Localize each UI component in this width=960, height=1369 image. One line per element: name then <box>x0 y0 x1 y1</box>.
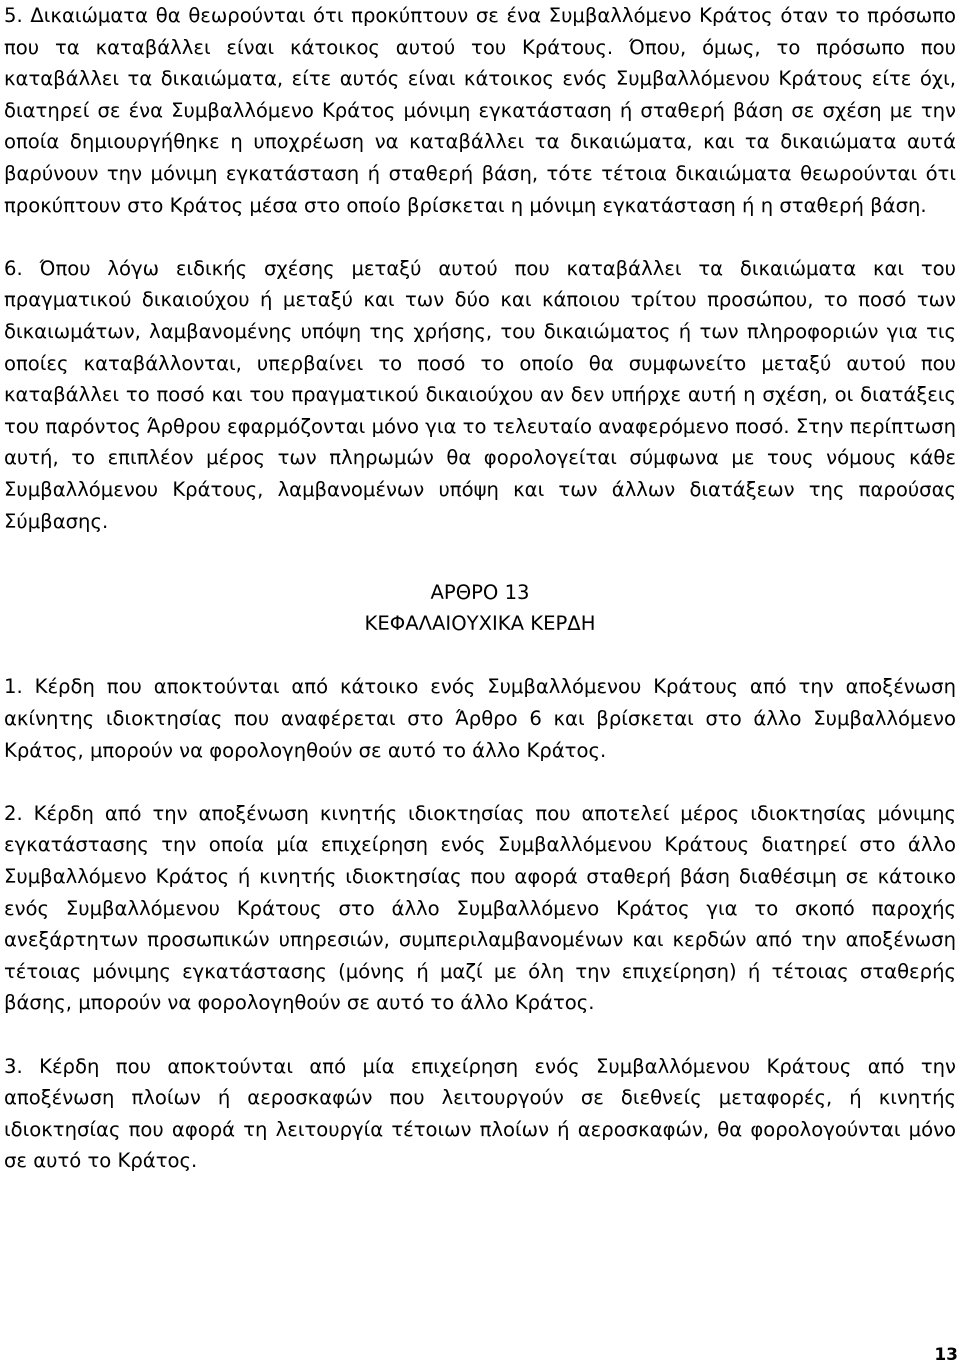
article-heading <box>4 569 956 640</box>
page-number: 13 <box>934 1345 958 1365</box>
paragraph-6: 6. Όπου λόγω ειδικής σχέσης μεταξύ αυτού που καταβάλλει τα δικαιώματα και του πραγματικού δικαιούχου ή μεταξύ και των δύο και κάποιου τρίτου προσώπου, το ποσό των δικαιωμάτων, λαμβανομένης υπόψη της χρήσης, του δικαιώματος ή των πληροφοριών για τις οποίες καταβάλλονται, υπερβαίνει το ποσό το οποίο θα συμφωνείτο μεταξύ αυτού που καταβάλλει το ποσό και του πραγματικού δικαιούχου αν δεν υπήρχε αυτή η σχέση, οι διατάξεις του παρόντος Άρθρου εφαρμόζονται μόνο για το τελευταίο αναφερόμενο ποσό. Στην περίπτωση αυτή, το επιπλέον μέρος των πληρωμών θα φορολογείται σύμφωνα με τους νόμους κάθε Συμβαλλόμενου Κράτους, λαμβανομένων υπόψη και των άλλων διατάξεων της παρούσας Σύμβασης. <box>4 256 956 533</box>
paragraph-2: 2. Κέρδη από την αποξένωση κινητής ιδιοκτησίας που αποτελεί μέρος ιδιοκτησίας μόνιμης εγκατάστασης την οποία μία επιχείρηση ενός Συμβαλλόμενου Κράτους διατηρεί στο άλλο Συμβαλλόμενο Κράτος ή κινητής ιδιοκτησίας που αφορά σταθερή βάση διαθέσιμη σε κάτοικο ενός Συμβαλλόμενου Κράτους στο άλλο Συμβαλλόμενο Κράτος για το σκοπό παροχής ανεξάρτητων προσωπικών υπηρεσιών, συμπεριλαμβανομένων και κερδών από την αποξένωση τέτοιας μόνιμης εγκατάστασης (μόνης ή μαζί με όλη την επιχείρηση) ή τέτοιας σταθερής βάσης, μπορούν να φορολογηθούν σε αυτό το άλλο Κράτος. <box>4 801 956 1015</box>
article-title: ΚΕΦΑΛΑΙΟΥΧΙΚΑ ΚΕΡΔΗ <box>364 612 596 636</box>
paragraph-3: 3. Κέρδη που αποκτούνται από μία επιχείρηση ενός Συμβαλλόμενου Κράτους από την αποξένωση πλοίων ή αεροσκαφών που λειτουργούν σε διεθνείς μεταφορές, ή κινητής ιδιοκτησίας που αφορά τη λειτουργία τέτοιων πλοίων ή αεροσκαφών, θα φορολογούνται μόνο σε αυτό το Κράτος. <box>4 1054 956 1173</box>
paragraph-1: 1. Κέρδη που αποκτούνται από κάτοικο ενός Συμβαλλόμενου Κράτους από την αποξένωση ακίνητης ιδιοκτησίας που αναφέρεται στο Άρθρο 6 και βρίσκεται στο άλλο Συμβαλλόμενο Κράτος, μπορούν να φορολογηθούν σε αυτό το άλλο Κράτος. <box>4 675 956 762</box>
paragraph-5: 5. Δικαιώματα θα θεωρούνται ότι προκύπτουν σε ένα Συμβαλλόμενο Κράτος όταν το πρόσωπο που τα καταβάλλει είναι κάτοικος αυτού του Κράτους. Όπου, όμως, το πρόσωπο που καταβάλλει τα δικαιώματα, είτε αυτός είναι κάτοικος ενός Συμβαλλόμενου Κράτους είτε όχι, διατηρεί σε ένα Συμβαλλόμενο Κράτος μόνιμη εγκατάσταση ή σταθερή βάση σε σχέση με την οποία δημιουργήθηκε η υποχρέωση να καταβάλλει τα δικαιώματα, και τα δικαιώματα αυτά βαρύνουν την μόνιμη εγκατάσταση ή σταθερή βάση, τότε τέτοια δικαιώματα θεωρούνται ότι προκύπτουν στο Κράτος μέσα στο οποίο βρίσκεται η μόνιμη εγκατάσταση ή η σταθερή βάση. <box>4 4 956 217</box>
document-page <box>4 0 956 1177</box>
article-number: ΑΡΘΡΟ 13 <box>430 580 530 604</box>
